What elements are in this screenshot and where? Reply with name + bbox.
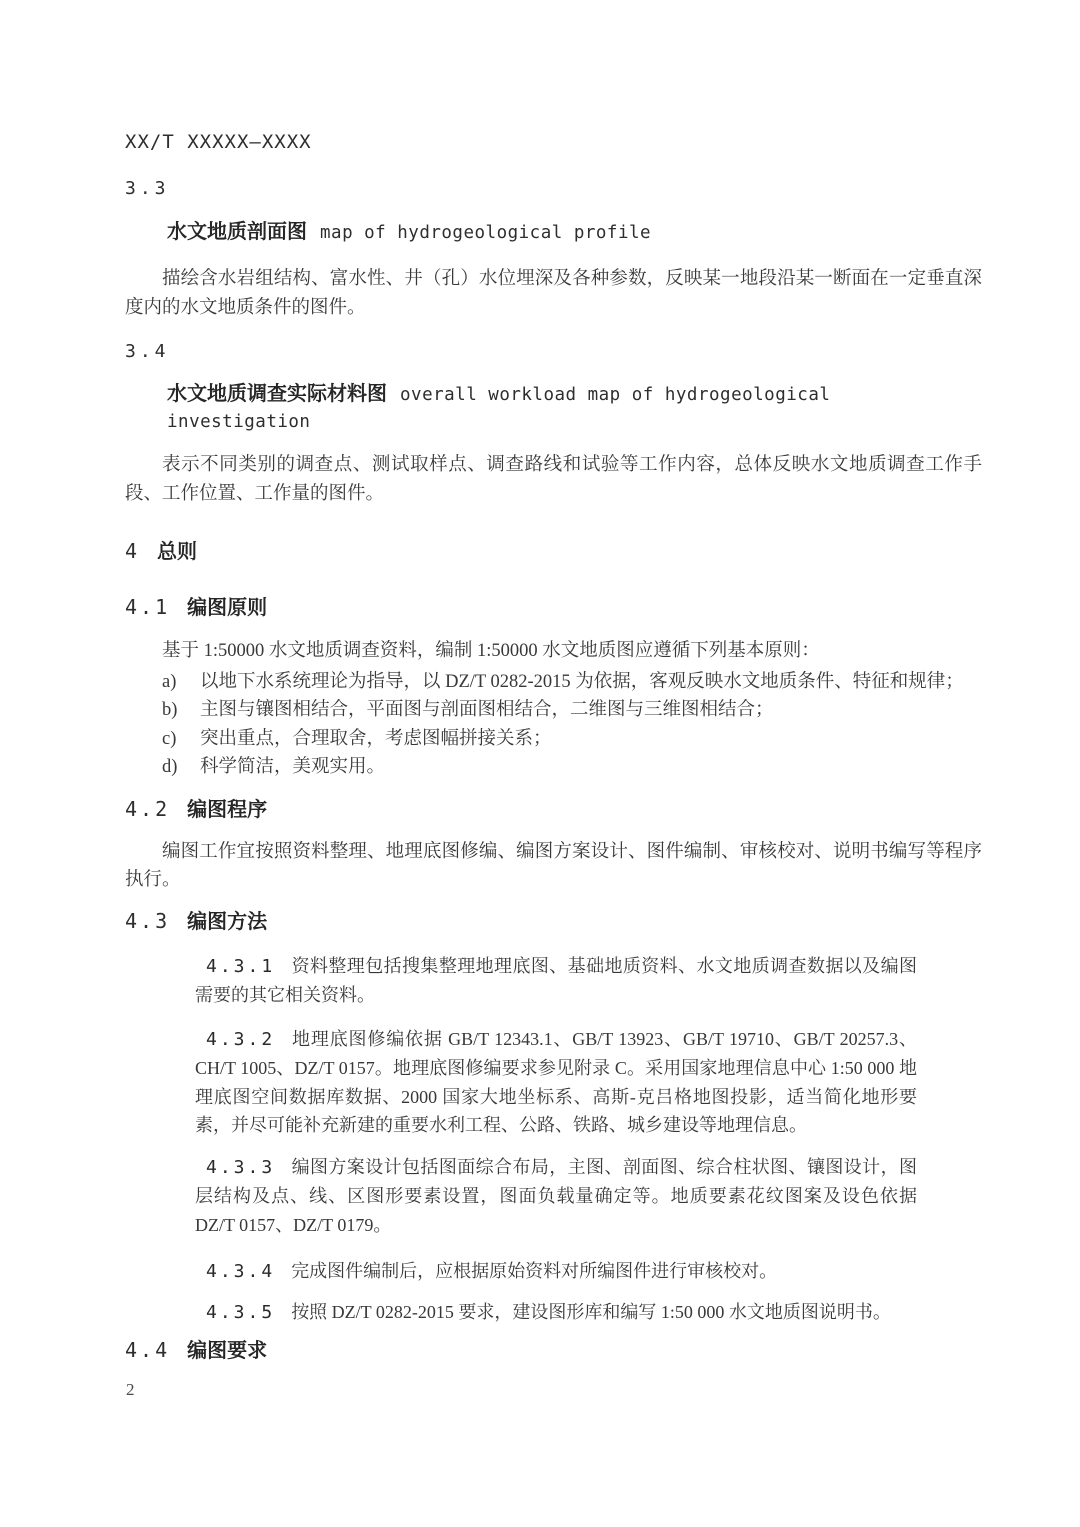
section-heading-4-2 (125, 796, 982, 823)
term-title-en: map of hydrogeological profile (320, 223, 652, 243)
term-block-3-4 (125, 341, 982, 508)
term-number: 3.3 (125, 178, 170, 199)
list-item (125, 696, 982, 725)
section-paragraph: 编图工作宜按照资料整理、地理底图修编、编图方案设计、图件编制、审核校对、说明书编写等程序执行。 (125, 841, 982, 890)
list-item-marker: b) (162, 700, 178, 720)
term-block-3-3 (125, 178, 982, 322)
clause-text: 地理底图修编依据 GB/T 12343.1、GB/T 13923、GB/T 19710、GB/T 20257.3、CH/T 1005、DZ/T 0157。地理底图修编要求参见附录 C。采用国家地理信息中心 1:50 000 地理底图空间数据库数据、2000 国家大地坐标系、高斯-克吕格地图投影，适当简化地形要素，并尽可能补充新建的重要水利工程、公路、铁路、城乡建设等地理信息。 (195, 1028, 917, 1135)
clause-4-3-2 (195, 1025, 917, 1140)
section-number: 4.3 (125, 908, 171, 933)
clause-text: 完成图件编制后，应根据原始资料对所编图件进行审核校对。 (291, 1261, 778, 1281)
clause-number: 4.3.1 (206, 955, 276, 977)
list-item (125, 753, 982, 782)
clause-text: 编图方案设计包括图面综合布局，主图、剖面图、综合柱状图、镶图设计，图层结构及点、线、区图形要素设置，图面负载量确定等。地质要素花纹图案及设色依据 DZ/T 0157、DZ/T 0179。 (195, 1156, 917, 1235)
clause-text: 按照 DZ/T 0282-2015 要求，建设图形库和编写 1:50 000 水文地质图说明书。 (291, 1301, 891, 1322)
clause-4-3-3 (195, 1153, 917, 1240)
chapter-title: 总则 (157, 541, 198, 563)
term-number: 3.4 (125, 341, 170, 362)
section-heading-4-3 (125, 908, 982, 935)
list-item-text: 主图与镶图相结合，平面图与剖面图相结合，二维图与三维图相结合； (200, 700, 774, 720)
term-title-en: overall workload map of hydrogeological investigation (167, 385, 831, 432)
list-item-text: 突出重点，合理取舍，考虑图幅拼接关系； (200, 728, 552, 749)
section-heading-4-4 (125, 1337, 982, 1364)
chapter-number: 4 (125, 539, 141, 563)
section-title: 编图要求 (187, 1340, 268, 1362)
term-definition: 描绘含水岩组结构、富水性、井（孔）水位埋深及各种参数，反映某一地段沿某一断面在一定垂直深度内的水文地质条件的图件。 (125, 269, 982, 318)
section-number: 4.1 (125, 595, 171, 619)
term-title-zh: 水文地质调查实际材料图 (167, 383, 387, 405)
section-title: 编图程序 (187, 798, 268, 821)
term-title-zh: 水文地质剖面图 (167, 221, 307, 243)
clause-text: 资料整理包括搜集整理地理底图、基础地质资料、水文地质调查数据以及编图需要的其它相关资料。 (195, 955, 917, 1005)
clause-4-3-5 (195, 1298, 917, 1328)
document-code-header: XX/T XXXXX—XXXX (125, 131, 312, 153)
section-intro-paragraph: 基于 1:50000 水文地质调查资料，编制 1:50000 水文地质图应遵循下列基本原则： (162, 641, 820, 661)
section-heading-4-1 (125, 594, 982, 621)
section-title: 编图方法 (187, 910, 268, 933)
section-number: 4.2 (125, 796, 171, 821)
clause-number: 4.3.3 (206, 1156, 276, 1178)
page-number: 2 (126, 1380, 135, 1399)
clause-4-3-4 (195, 1257, 917, 1287)
list-item-text: 科学简洁，美观实用。 (200, 757, 386, 777)
section-number: 4.4 (125, 1338, 171, 1362)
clause-number: 4.3.4 (206, 1261, 276, 1282)
clause-number: 4.3.2 (206, 1028, 276, 1050)
clause-4-3-1 (195, 952, 917, 1010)
section-title: 编图原则 (187, 597, 268, 619)
term-title (125, 219, 982, 247)
list-item-marker: d) (162, 757, 178, 777)
list-item-text: 以地下水系统理论为指导，以 DZ/T 0282-2015 为依据，客观反映水文地质条件、特征和规律； (200, 671, 964, 692)
list-item (125, 725, 982, 754)
list-item (125, 668, 982, 697)
list-item-marker: c) (162, 728, 177, 749)
chapter-heading (125, 538, 982, 565)
principles-list (125, 668, 982, 782)
clause-number: 4.3.5 (206, 1301, 276, 1323)
list-item-marker: a) (162, 671, 177, 692)
term-title (125, 381, 982, 436)
term-definition: 表示不同类别的调查点、测试取样点、调查路线和试验等工作内容，总体反映水文地质调查工作手段、工作位置、工作量的图件。 (125, 455, 982, 504)
